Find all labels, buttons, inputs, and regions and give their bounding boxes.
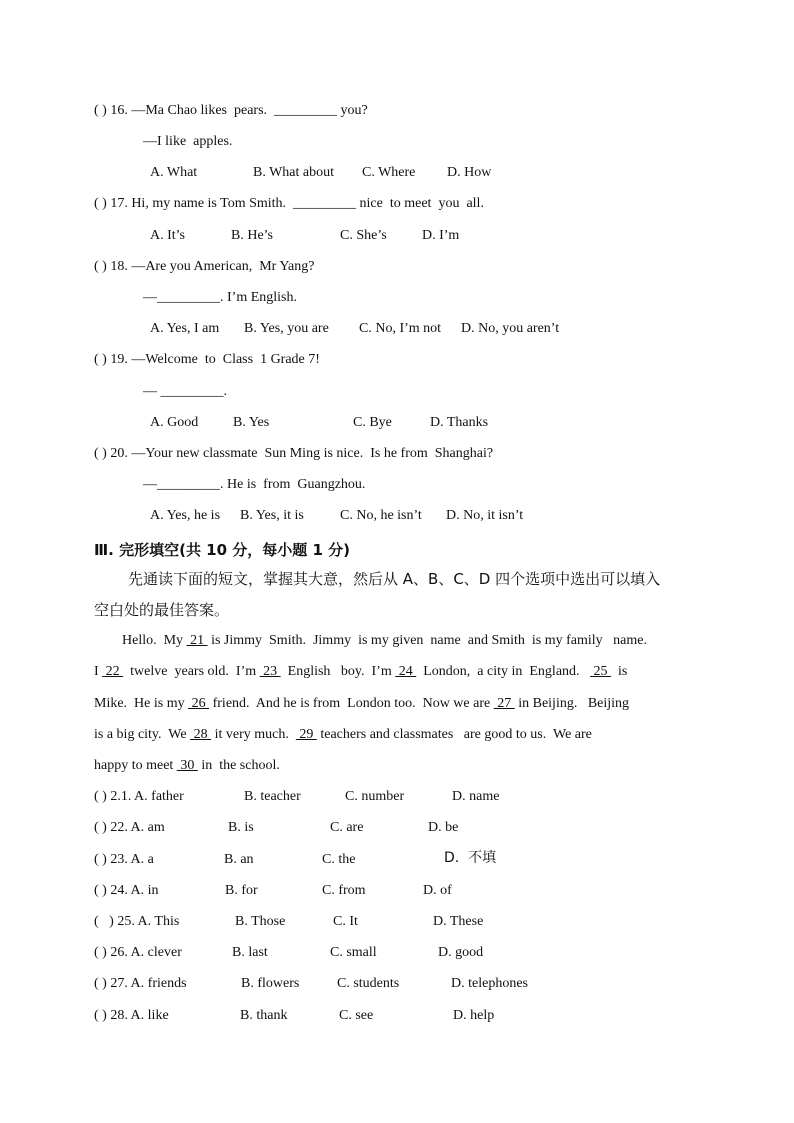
cloze-23-a: ( ) 23. A. a	[94, 852, 154, 867]
cloze-28-b: B. thank	[240, 1008, 288, 1023]
cloze-22-b: B. is	[228, 820, 254, 835]
question-20-reply: —_________. He is from Guangzhou.	[143, 477, 366, 492]
cloze-23-b: B. an	[224, 852, 254, 867]
question-20-stem: ( ) 20. —Your new classmate Sun Ming is nice. Is he from Shanghai?	[94, 446, 494, 461]
cloze-26-a: ( ) 26. A. clever	[94, 945, 182, 960]
cloze-25-d: D. These	[433, 914, 484, 929]
blank-27: 27	[493, 696, 515, 711]
blank-25: 25	[590, 664, 612, 679]
cloze-24-d: D. of	[423, 883, 452, 898]
cloze-23-c: C. the	[322, 852, 356, 867]
cloze-26-d: D. good	[438, 945, 484, 960]
passage-line-1: Hello. My 21 is Jimmy Smith. Jimmy is my given name and Smith is my family name.	[122, 633, 647, 648]
q17-option-b: B. He’s	[231, 228, 273, 243]
blank-30: 30	[176, 758, 198, 773]
cloze-25-c: C. It	[333, 914, 358, 929]
q18-option-a: A. Yes, I am	[150, 321, 220, 336]
q19-option-b: B. Yes	[233, 415, 270, 430]
section-3-instruction-line1: 先通读下面的短文，掌握其大意，然后从 A、B、C、D 四个选项中选出可以填入	[128, 570, 661, 588]
cloze-26-c: C. small	[330, 945, 377, 960]
cloze-21-d: D. name	[452, 789, 500, 804]
cloze-24-c: C. from	[322, 883, 366, 898]
q20-option-b: B. Yes, it is	[240, 508, 304, 523]
question-19-reply: — _________.	[143, 384, 227, 399]
cloze-27-b: B. flowers	[241, 976, 300, 991]
q16-option-c: C. Where	[362, 165, 416, 180]
cloze-22-c: C. are	[330, 820, 364, 835]
blank-26: 26	[188, 696, 210, 711]
question-16-stem: ( ) 16. —Ma Chao likes pears. _________ you?	[94, 103, 368, 118]
q19-option-a: A. Good	[150, 415, 199, 430]
question-16-reply: —I like apples.	[143, 134, 233, 149]
section-3-title: Ⅲ. 完形填空(共 10 分，每小题 1 分)	[94, 541, 351, 559]
cloze-23-d: D. 不填	[444, 850, 497, 866]
blank-21: 21	[186, 633, 208, 648]
blank-22: 22	[102, 664, 124, 679]
q18-option-c: C. No, I’m not	[359, 321, 442, 336]
cloze-26-b: B. last	[232, 945, 268, 960]
cloze-27-c: C. students	[337, 976, 400, 991]
blank-23: 23	[259, 664, 281, 679]
cloze-21-a: ( ) 2.1. A. father	[94, 789, 184, 804]
cloze-21-c: C. number	[345, 789, 405, 804]
cloze-28-d: D. help	[453, 1008, 495, 1023]
cloze-24-a: ( ) 24. A. in	[94, 883, 159, 898]
cloze-24-b: B. for	[225, 883, 258, 898]
question-17-stem: ( ) 17. Hi, my name is Tom Smith. _________ nice to meet you all.	[94, 196, 484, 211]
blank-24: 24	[395, 664, 417, 679]
question-18-stem: ( ) 18. —Are you American, Mr Yang?	[94, 259, 315, 274]
q20-option-a: A. Yes, he is	[150, 508, 221, 523]
q16-option-a: A. What	[150, 165, 198, 180]
q18-option-d: D. No, you aren’t	[461, 321, 560, 336]
section-3-instruction-line2: 空白处的最佳答案。	[94, 601, 230, 619]
q19-option-c: C. Bye	[353, 415, 392, 430]
cloze-22-d: D. be	[428, 820, 459, 835]
cloze-28-a: ( ) 28. A. like	[94, 1008, 169, 1023]
q16-option-d: D. How	[447, 165, 492, 180]
q20-option-c: C. No, he isn’t	[340, 508, 422, 523]
question-19-stem: ( ) 19. —Welcome to Class 1 Grade 7!	[94, 352, 320, 367]
q17-option-d: D. I’m	[422, 228, 460, 243]
cloze-27-d: D. telephones	[451, 976, 528, 991]
cloze-27-a: ( ) 27. A. friends	[94, 976, 187, 991]
blank-28: 28	[190, 727, 212, 742]
q20-option-d: D. No, it isn’t	[446, 508, 524, 523]
passage-line-4: is a big city. We 28 it very much. 29 teachers and classmates are good to us. We are	[94, 727, 592, 742]
cloze-25-a: ( ) 25. A. This	[94, 914, 180, 929]
cloze-22-a: ( ) 22. A. am	[94, 820, 165, 835]
passage-line-5: happy to meet 30 in the school.	[94, 758, 280, 773]
cloze-28-c: C. see	[339, 1008, 374, 1023]
q17-option-c: C. She’s	[340, 228, 387, 243]
cloze-21-b: B. teacher	[244, 789, 301, 804]
q18-option-b: B. Yes, you are	[244, 321, 329, 336]
q17-option-a: A. It’s	[150, 228, 185, 243]
blank-29: 29	[295, 727, 317, 742]
passage-line-2: I 22 twelve years old. I’m 23 English boy. I’m 24 London, a city in England. 25 is	[94, 664, 628, 679]
passage-line-3: Mike. He is my 26 friend. And he is from London too. Now we are 27 in Beijing. Beijing	[94, 696, 630, 711]
cloze-25-b: B. Those	[235, 914, 286, 929]
question-18-reply: —_________. I’m English.	[143, 290, 297, 305]
q19-option-d: D. Thanks	[430, 415, 489, 430]
q16-option-b: B. What about	[253, 165, 335, 180]
